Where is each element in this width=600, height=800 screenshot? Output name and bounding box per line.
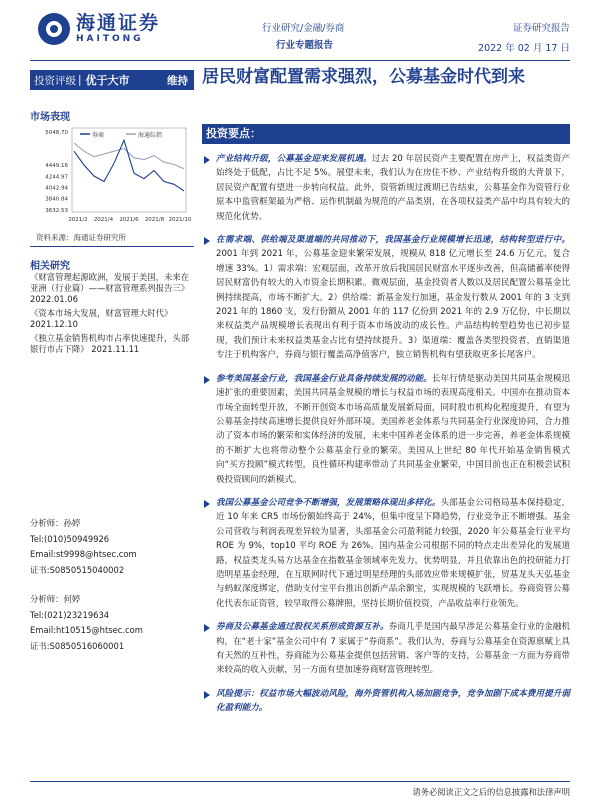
analyst-tel: Tel:(021)23219634: [30, 609, 110, 620]
bullet-triangle-icon: [204, 624, 210, 632]
analyst-name: 分析师：孙婷: [30, 518, 81, 528]
related-item-date: 2021.12.10: [30, 319, 78, 329]
analyst-name: 分析师：何婷: [30, 594, 81, 604]
report-title: 居民财富配置需求强烈，公募基金时代到来: [202, 67, 525, 87]
key-point-paragraph: [202, 152, 570, 224]
logo-english-text: HAITONG: [76, 34, 144, 44]
related-list: [30, 272, 196, 358]
related-section-title: 相关研究: [30, 261, 70, 272]
bullet-triangle-icon: [204, 691, 210, 699]
analyst-email[interactable]: Email:ht10515@htsec.com: [30, 625, 143, 635]
page-footer: 请务必阅读正文之后的信息披露和法律声明: [412, 787, 570, 797]
related-item-date: 2022.01.06: [30, 294, 78, 304]
key-points-body: [202, 152, 570, 725]
chart-source: 资料来源：海通证券研究所: [36, 233, 126, 242]
key-point-lead: 在需求端、供给端及渠道端的共同推动下，我国基金行业规模增长迅速，结构转型进行中。: [216, 235, 570, 246]
analyst-cert: 证书:S0850516060001: [30, 640, 125, 651]
bullet-triangle-icon: [204, 376, 210, 384]
key-point-paragraph: [202, 496, 570, 611]
key-point-lead: 券商及公募基金通过股权关系形成资源互补。: [216, 622, 389, 633]
y-tick-label: 4449.16: [45, 163, 68, 170]
report-date: 2022 年 02 月 17 日: [478, 43, 570, 54]
key-point-text: 头部基金公司格局基本保持稳定，近 10 年来 CR5 市场份额始终高于 24%，但集中度呈下降趋势，行业竞争正不断增强。基金公司营收与利润表现差异较为显著，头部基金公司盈利能力较强，2020 年公募基金行业平均 ROE 为 9%，top10 平均 ROE 为 26%。国内基金公司根据不同的特点走出差异化的发展道路，权益类龙头易方达基金在指数基金领域率先发力，优势明显，并且依靠出色的投研能力打造明星基金经理，在互联网时代下通过明星经理的头部效应带来规模扩张，贸基龙头天弘基金与蚂蚁深度绑定，借助支付宝平台推出创新产品余额宝，实现规模的飞跃增长。券商资管公募化代表东证资管，较早取得公募牌照，坚持长期价值投资，产品收益率行业领先。: [216, 497, 571, 609]
x-tick-label: 2021/10: [168, 217, 192, 223]
y-tick-label: 4244.97: [45, 174, 68, 181]
legend-label-2: 海通综指: [138, 132, 163, 139]
market-chart: [30, 124, 196, 230]
key-point-paragraph: [202, 620, 570, 678]
key-point-paragraph: [202, 233, 570, 363]
legend-label-1: 券商: [92, 132, 105, 139]
rating-bar: 投资评级 | 优于大市 维持: [30, 70, 194, 90]
related-item[interactable]: [30, 272, 196, 305]
analyst-tel: Tel:(010)50949926: [30, 533, 110, 544]
key-point-paragraph: [202, 372, 570, 487]
doc-label: 证券研究报告: [512, 23, 570, 34]
x-tick-label: 2021/8: [144, 217, 165, 223]
related-item[interactable]: [30, 308, 196, 330]
key-point-lead: 产业结构升级，公募基金迎来发展机遇。: [216, 154, 372, 164]
key-point-lead: 参考美国基金行业，我国基金行业具备持续发展的动能。: [216, 373, 432, 384]
haitong-logo-icon: [38, 13, 70, 45]
key-point-text: 券商几乎是国内最早涉足公募基金行业的金融机构，在“老十家”基金公司中有 7 家属于“券商系”。我们认为，券商与公募基金在资源禀赋上具有天然的互补性，券商能为公募基金提供包括营销、客户等的支持，公募基金一方面为券商带来较高的收入贡献，另一方面有望加速券商财富管理转型。: [216, 622, 571, 676]
bullet-triangle-icon: [204, 500, 210, 508]
y-tick-label: 5048.70: [45, 130, 68, 136]
company-logo: [38, 12, 160, 45]
left-divider: [30, 246, 194, 247]
key-point-lead: 风险提示：权益市场大幅波动风险，海外资管机构入场加剧竞争，竞争加剧下成本费用提升弱化盈利能力。: [216, 688, 570, 714]
market-section-title: 市场表现: [30, 112, 70, 123]
series-line-1: [74, 140, 184, 191]
rating-label: 投资评级: [34, 74, 76, 87]
header-divider: [30, 60, 570, 61]
x-tick-label: 2021/4: [93, 217, 114, 223]
rating-action: 维持: [167, 74, 188, 87]
x-tick-label: 2021/2: [68, 217, 88, 223]
related-item[interactable]: [30, 333, 196, 355]
bullet-triangle-icon: [204, 237, 210, 245]
y-tick-label: 3840.84: [45, 196, 68, 203]
related-item-text: 《财富管理起源欧洲，发展于美国，未来在亚洲（行业篇）——财富管理系列报告三》: [30, 272, 190, 293]
analyst-block: [30, 516, 196, 654]
y-tick-label: 4042.94: [45, 185, 68, 192]
related-item-date: 2021.11.11: [91, 344, 140, 354]
y-tick-label: 3632.53: [45, 208, 68, 214]
rating-value: 优于大市: [85, 74, 130, 87]
logo-chinese-text: 海通证券: [76, 12, 161, 34]
report-type: 行业专题报告: [276, 40, 334, 51]
key-point-paragraph: [202, 687, 570, 716]
x-tick-label: 2021/6: [119, 217, 139, 223]
related-item-text: 《资本市场大发展，财富管理大时代》: [30, 308, 173, 318]
analyst-email[interactable]: Email:st9998@htsec.com: [30, 549, 137, 559]
bullet-triangle-icon: [204, 156, 210, 164]
key-point-lead: 我国公募基金公司竞争不断增强，发展策略体现出多样化。: [216, 497, 441, 508]
analyst-cert: 证书:S0850515040002: [30, 564, 125, 575]
page-header: [0, 0, 600, 62]
key-point-text: 过去 20 年居民资产主要配置在房产上，权益类资产始终处于低配，占比不足 5%。展望未来，我们认为在房住不炒、产业结构升级的大背景下，居民资产配置有望进一步转向权益。此外，资管新规过渡期已告结束，公募基金作为资管行业原本中监管框架最为严格、运作机制最为规范的产品类别，在各项权益类产品中均具有较大的规范化优势。: [216, 154, 571, 222]
key-point-text: 2001 年到 2021 年，公募基金迎来繁荣发展，规模从 818 亿元增长至 24.6 万亿元，复合增速 33%。1）需求端：宏观层面，改革开放后我国居民财富水平逐步改善，但高储蓄率使得居民财富仍有较大的入市资金长期积累。微观层面，基金投资者人数以及居民配置公募基金比例持续提高，市场不断扩大。2）供给端：新基金发行加速，基金发行数从 2001 年的 3 支到 2021 年的 1860 支，发行份额从 2001 年的 117 亿份到 2021 年的 2.9 万亿份，中长期以来权益类产品规模增长表现出有利于资本市场波动的成长性。产品结构转型趋势也已初步显现，我们预计未来权益类基金占比有望持续提升。3）渠道端：覆盖各类型投资者，直销渠道专注于机构客户，券商与银行覆盖高净值客户，独立销售机构有望获取更多长尾客户。: [216, 249, 570, 361]
key-point-text: 长年行情是驱动美国共同基金规模迅速扩张的重要因素，美国共同基金规模的增长与权益市场的表现高度相关。中国亦在推动资本市场全面转型开放，不断开创资本市场高质量发展新局面，同时股市机构化程度提升，有望为公募基金持续高速增长提供良好外部环境。美国养老金体系与共同基金行业深度协同，合力推动了资本市场的繁荣和实体经济的发展，未来中国养老金体系的进一步完善，养老金体系规模的不断扩大也将带动整个公募基金行业的繁荣。美国从上世纪 80 年代开始基金销售模式向“买方投顾”模式转型，良性循环构建率带动了共同基金业繁荣，中国目前也正在积极尝试积极投资顾问的新模式。: [216, 373, 571, 485]
key-points-heading: 投资要点：: [202, 124, 570, 144]
report-category: 行业研究/金融/券商: [262, 23, 345, 34]
footer-divider: [30, 781, 570, 782]
related-item-text: 《独立基金销售机构市占率快速提升，头部银行市占下降》: [30, 333, 190, 354]
